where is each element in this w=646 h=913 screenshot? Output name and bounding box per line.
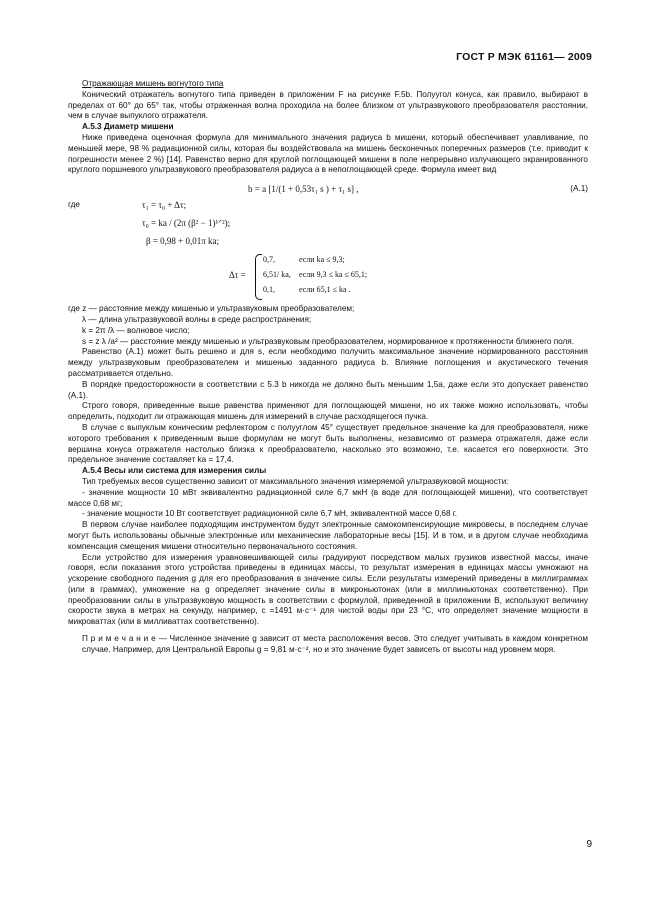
piecewise-value-3: 0,1, [263, 285, 275, 295]
piecewise-cond-1: если ka ≤ 9,3; [299, 255, 345, 265]
formula-tau1-line [68, 196, 588, 214]
note: П р и м е ч а н и е — Численное значение g зависит от места расположения весов. Это следует учитывать в каждом конкретном случае. Например, для Центральной Европы g = 9,81 м·с⁻², но и это значение будет зависеть от высоты над уровнем моря. [82, 634, 588, 654]
formula-tau0-line [68, 214, 588, 232]
paragraph-10mw: - значение мощности 10 мВт эквивалентно радиационной силе 6,7 мкН (в воде для поглощающей мишени), что соответствует массе 0,68 мг; [68, 487, 588, 508]
paragraph-type: Тип требуемых весов существенно зависит от максимального значения измеряемой ультразвуковой мощности: [82, 476, 509, 486]
paragraph-strict: Строго говоря, приведенные выше равенства применяют для поглощающей мишени, но их также можно использовать, чтобы определить, подходит ли отражающая мишень для измерений в случае расходящегося пучка. [68, 401, 588, 422]
paragraph-a1-solve: Равенство (A.1) может быть решено и для s, если необходимо получить максимальное значение нормированного расстояния между ультразвуковым преобразователем и мишенью заданного радиуса b. Влияние поглощения и акустического течения рассматривается отдельно. [68, 347, 588, 378]
definition-lambda: λ — длина ультразвуковой волны в среде распространения; [82, 314, 312, 324]
subsection-title-concave: Отражающая мишень вогнутого типа [82, 79, 224, 88]
piecewise-lhs: Δτ = [229, 270, 246, 281]
paragraph-convex: В случае с выпуклым коническим рефлектором с полууглом 45° существует предельное значение ka для преобразователя, ниже которого требования к приведенным выше формулам не могут быть выполнены, независимо от размера отражателя, даже если вершина конуса отражателя настолько близка к преобразователю, насколько это возможно, т.е. касается его поверхности. Это предельное значение составляет ka = 17,4. [68, 422, 588, 465]
document-header: ГОСТ Р МЭК 61161— 2009 [456, 51, 592, 63]
section-heading-a53: А.5.3 Диаметр мишени [82, 122, 174, 132]
paragraph-device: Если устройство для измерения уравновешивающей силы градуируют посредством малых грузиков известной массы, иначе говоря, если показания этого устройства приведены в единицах массы, то результат измерения в единицах массы умножают на ускорение свободного падения g для его преобразования в значение силы. Если результаты измерений приведены в миллиграммах (или в граммах), умножение на g определяет значение силы в микроньютонах (или в миллиньютонах соответственно). При преобразовании силы в ультразвуковую мощность в соответствии с формулой, приведенной в приложении В, используют величину скорости звука в метрах на секунду, например, c =1491 м·с⁻¹ для чистой воды при 23 °С, что определяет значение мощности в микроваттах (или в милливаттах соответственно). [68, 552, 588, 627]
formula-beta: β = 0,98 + 0,01π ka; [146, 236, 220, 247]
piecewise-cond-2: если 9,3 ≤ ka ≤ 65,1; [299, 270, 368, 280]
formula-beta-line [68, 232, 588, 250]
formula-tau1: τ₁ = τ₀ + Δτ; [142, 200, 187, 211]
definition-z: где z — расстояние между мишенью и ультразвуковым преобразователем; [68, 304, 355, 314]
document-body [68, 79, 588, 656]
paragraph-a53: Ниже приведена оценочная формула для минимального значения радиуса b мишени, который обеспечивает улавливание, по меньшей мере, 98 % радиационной силы, которая бы воздействовала на мишень бесконечных поперечных размеров (т.е. приводит к погрешности менее 2 %) [14]. Равенство верно для круглой поглощающей мишени в поле непрерывно излучающего экранированного круглого поршневого ультразвукового преобразователя радиуса a в непоглощающей среде. Формула имеет вид [68, 132, 588, 175]
piecewise-value-1: 0,7, [263, 255, 275, 265]
piecewise-cond-3: если 65,1 ≤ ka . [299, 285, 351, 295]
formula-number: (A.1) [570, 184, 588, 194]
paragraph-first-case: В первом случае наиболее подходящим инструментом будут электронные самокомпенсирующие микровесы, в последнем случае могут быть использованы обычные электронные или механические лабораторные весы [15]. И в том, и в другом случае необходима компенсация смещения мишени относительно первоначального состояния. [68, 520, 588, 551]
formula-a1 [68, 182, 588, 196]
section-heading-a54: А.5.4 Весы или система для измерения силы [82, 466, 267, 476]
brace-icon [255, 254, 262, 300]
piecewise-formula [68, 250, 588, 304]
page-number: 9 [586, 839, 592, 850]
paragraph-10w: - значение мощности 10 Вт соответствует радиационной силе 6,7 мН, эквивалентной массе 0,68 г. [82, 509, 458, 519]
formula-tau0: τ₀ = ka / (2π (β² − 1)¹ᐟ²); [142, 218, 231, 229]
piecewise-value-2: 6,51/ ka, [263, 270, 291, 280]
paragraph-concave: Конический отражатель вогнутого типа приведен в приложении F на рисунке F.5b. Полуугол конуса, как правило, выбирают в пределах от 60° до 65° так, чтобы отраженная волна проходила на более близком от ультразвукового преобразователя расстоянии, чем в случае выпуклого отражателя. [68, 89, 588, 121]
definition-k: k = 2π /λ — волновое число; [82, 325, 190, 335]
paragraph-safety: В порядке предосторожности в соответствии с 5.3 b никогда не должно быть меньшим 1,5a, даже если это допускает равенство (A.1). [68, 379, 588, 400]
definition-s: s = z λ /a² — расстояние между мишенью и ультразвуковым преобразователем, нормированное к протяженности ближнего поля. [82, 336, 575, 346]
formula-main: b = a [1/(1 + 0,53τ₁ s ) + τ₁ s] , [248, 184, 359, 195]
where-label: где [68, 200, 80, 210]
